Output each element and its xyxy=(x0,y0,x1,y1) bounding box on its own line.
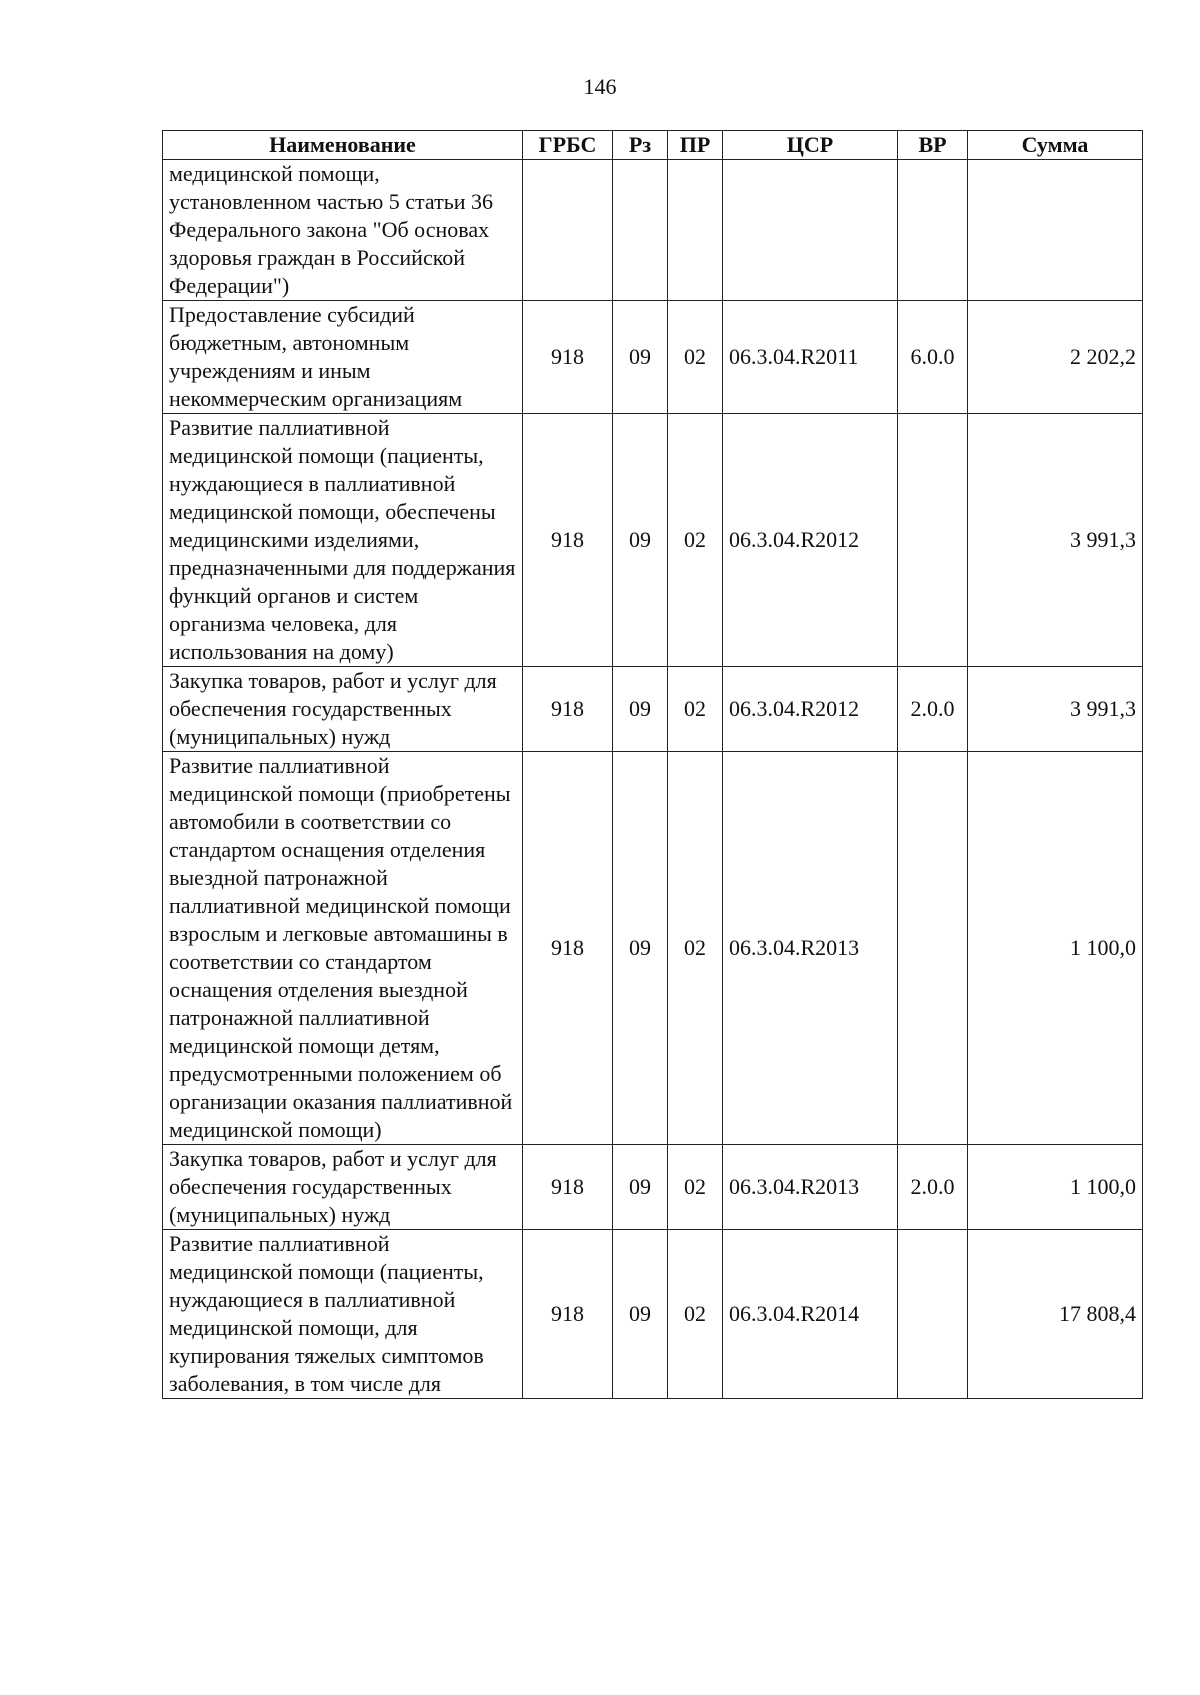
row-csr xyxy=(723,160,898,301)
row-name: Развитие паллиативной медицинской помощи (пациенты, нуждающиеся в паллиативной медицинской помощи, для купирования тяжелых симптомов заболевания, в том числе для xyxy=(163,1230,523,1399)
header-vr: ВР xyxy=(898,131,968,160)
table-row xyxy=(163,414,1143,667)
row-csr: 06.3.04.R2012 xyxy=(723,667,898,752)
row-pr: 02 xyxy=(668,667,723,752)
row-name: Закупка товаров, работ и услуг для обеспечения государственных (муниципальных) нужд xyxy=(163,667,523,752)
row-grbs: 918 xyxy=(523,414,613,667)
row-vr xyxy=(898,414,968,667)
row-vr xyxy=(898,160,968,301)
row-grbs: 918 xyxy=(523,752,613,1145)
table-row xyxy=(163,1230,1143,1399)
row-rz: 09 xyxy=(613,667,668,752)
row-sum: 17 808,4 xyxy=(968,1230,1143,1399)
row-rz: 09 xyxy=(613,752,668,1145)
header-rz: Рз xyxy=(613,131,668,160)
row-csr: 06.3.04.R2013 xyxy=(723,1145,898,1230)
row-name: медицинской помощи, установленном частью 5 статьи 36 Федерального закона "Об основах здоровья граждан в Российской Федерации") xyxy=(163,160,523,301)
row-vr: 6.0.0 xyxy=(898,301,968,414)
row-csr: 06.3.04.R2011 xyxy=(723,301,898,414)
row-rz xyxy=(613,160,668,301)
row-pr: 02 xyxy=(668,1145,723,1230)
row-sum: 1 100,0 xyxy=(968,1145,1143,1230)
row-rz: 09 xyxy=(613,1230,668,1399)
row-csr: 06.3.04.R2012 xyxy=(723,414,898,667)
row-vr: 2.0.0 xyxy=(898,667,968,752)
row-name: Развитие паллиативной медицинской помощи (приобретены автомобили в соответствии со стандартом оснащения отделения выездной патронажной паллиативной медицинской помощи взрослым и легковые автомашины в соответствии со стандартом оснащения отделения выездной патронажной паллиативной медицинской помощи детям, предусмотренными положением об организации оказания паллиативной медицинской помощи) xyxy=(163,752,523,1145)
row-name: Предоставление субсидий бюджетным, автономным учреждениям и иным некоммерческим организациям xyxy=(163,301,523,414)
header-pr: ПР xyxy=(668,131,723,160)
table-row xyxy=(163,301,1143,414)
row-grbs: 918 xyxy=(523,1145,613,1230)
row-csr: 06.3.04.R2013 xyxy=(723,752,898,1145)
row-name: Развитие паллиативной медицинской помощи (пациенты, нуждающиеся в паллиативной медицинской помощи, обеспечены медицинскими изделиями, предназначенными для поддержания функций органов и систем организма человека, для использования на дому) xyxy=(163,414,523,667)
row-grbs xyxy=(523,160,613,301)
page-number: 146 xyxy=(583,74,617,99)
table-row xyxy=(163,752,1143,1145)
budget-table xyxy=(162,130,1143,1399)
row-vr xyxy=(898,1230,968,1399)
row-sum: 2 202,2 xyxy=(968,301,1143,414)
row-rz: 09 xyxy=(613,1145,668,1230)
row-rz: 09 xyxy=(613,414,668,667)
row-rz: 09 xyxy=(613,301,668,414)
row-vr: 2.0.0 xyxy=(898,1145,968,1230)
header-csr: ЦСР xyxy=(723,131,898,160)
row-pr: 02 xyxy=(668,752,723,1145)
row-name: Закупка товаров, работ и услуг для обеспечения государственных (муниципальных) нужд xyxy=(163,1145,523,1230)
row-csr: 06.3.04.R2014 xyxy=(723,1230,898,1399)
table-row xyxy=(163,160,1143,301)
row-sum: 1 100,0 xyxy=(968,752,1143,1145)
row-sum: 3 991,3 xyxy=(968,414,1143,667)
header-sum: Сумма xyxy=(968,131,1143,160)
row-pr: 02 xyxy=(668,301,723,414)
table-row xyxy=(163,667,1143,752)
header-name: Наименование xyxy=(163,131,523,160)
row-grbs: 918 xyxy=(523,301,613,414)
row-sum xyxy=(968,160,1143,301)
row-grbs: 918 xyxy=(523,1230,613,1399)
row-grbs: 918 xyxy=(523,667,613,752)
header-grbs: ГРБС xyxy=(523,131,613,160)
table-row xyxy=(163,1145,1143,1230)
row-vr xyxy=(898,752,968,1145)
row-pr xyxy=(668,160,723,301)
row-sum: 3 991,3 xyxy=(968,667,1143,752)
header-row xyxy=(163,131,1143,160)
row-pr: 02 xyxy=(668,414,723,667)
row-pr: 02 xyxy=(668,1230,723,1399)
